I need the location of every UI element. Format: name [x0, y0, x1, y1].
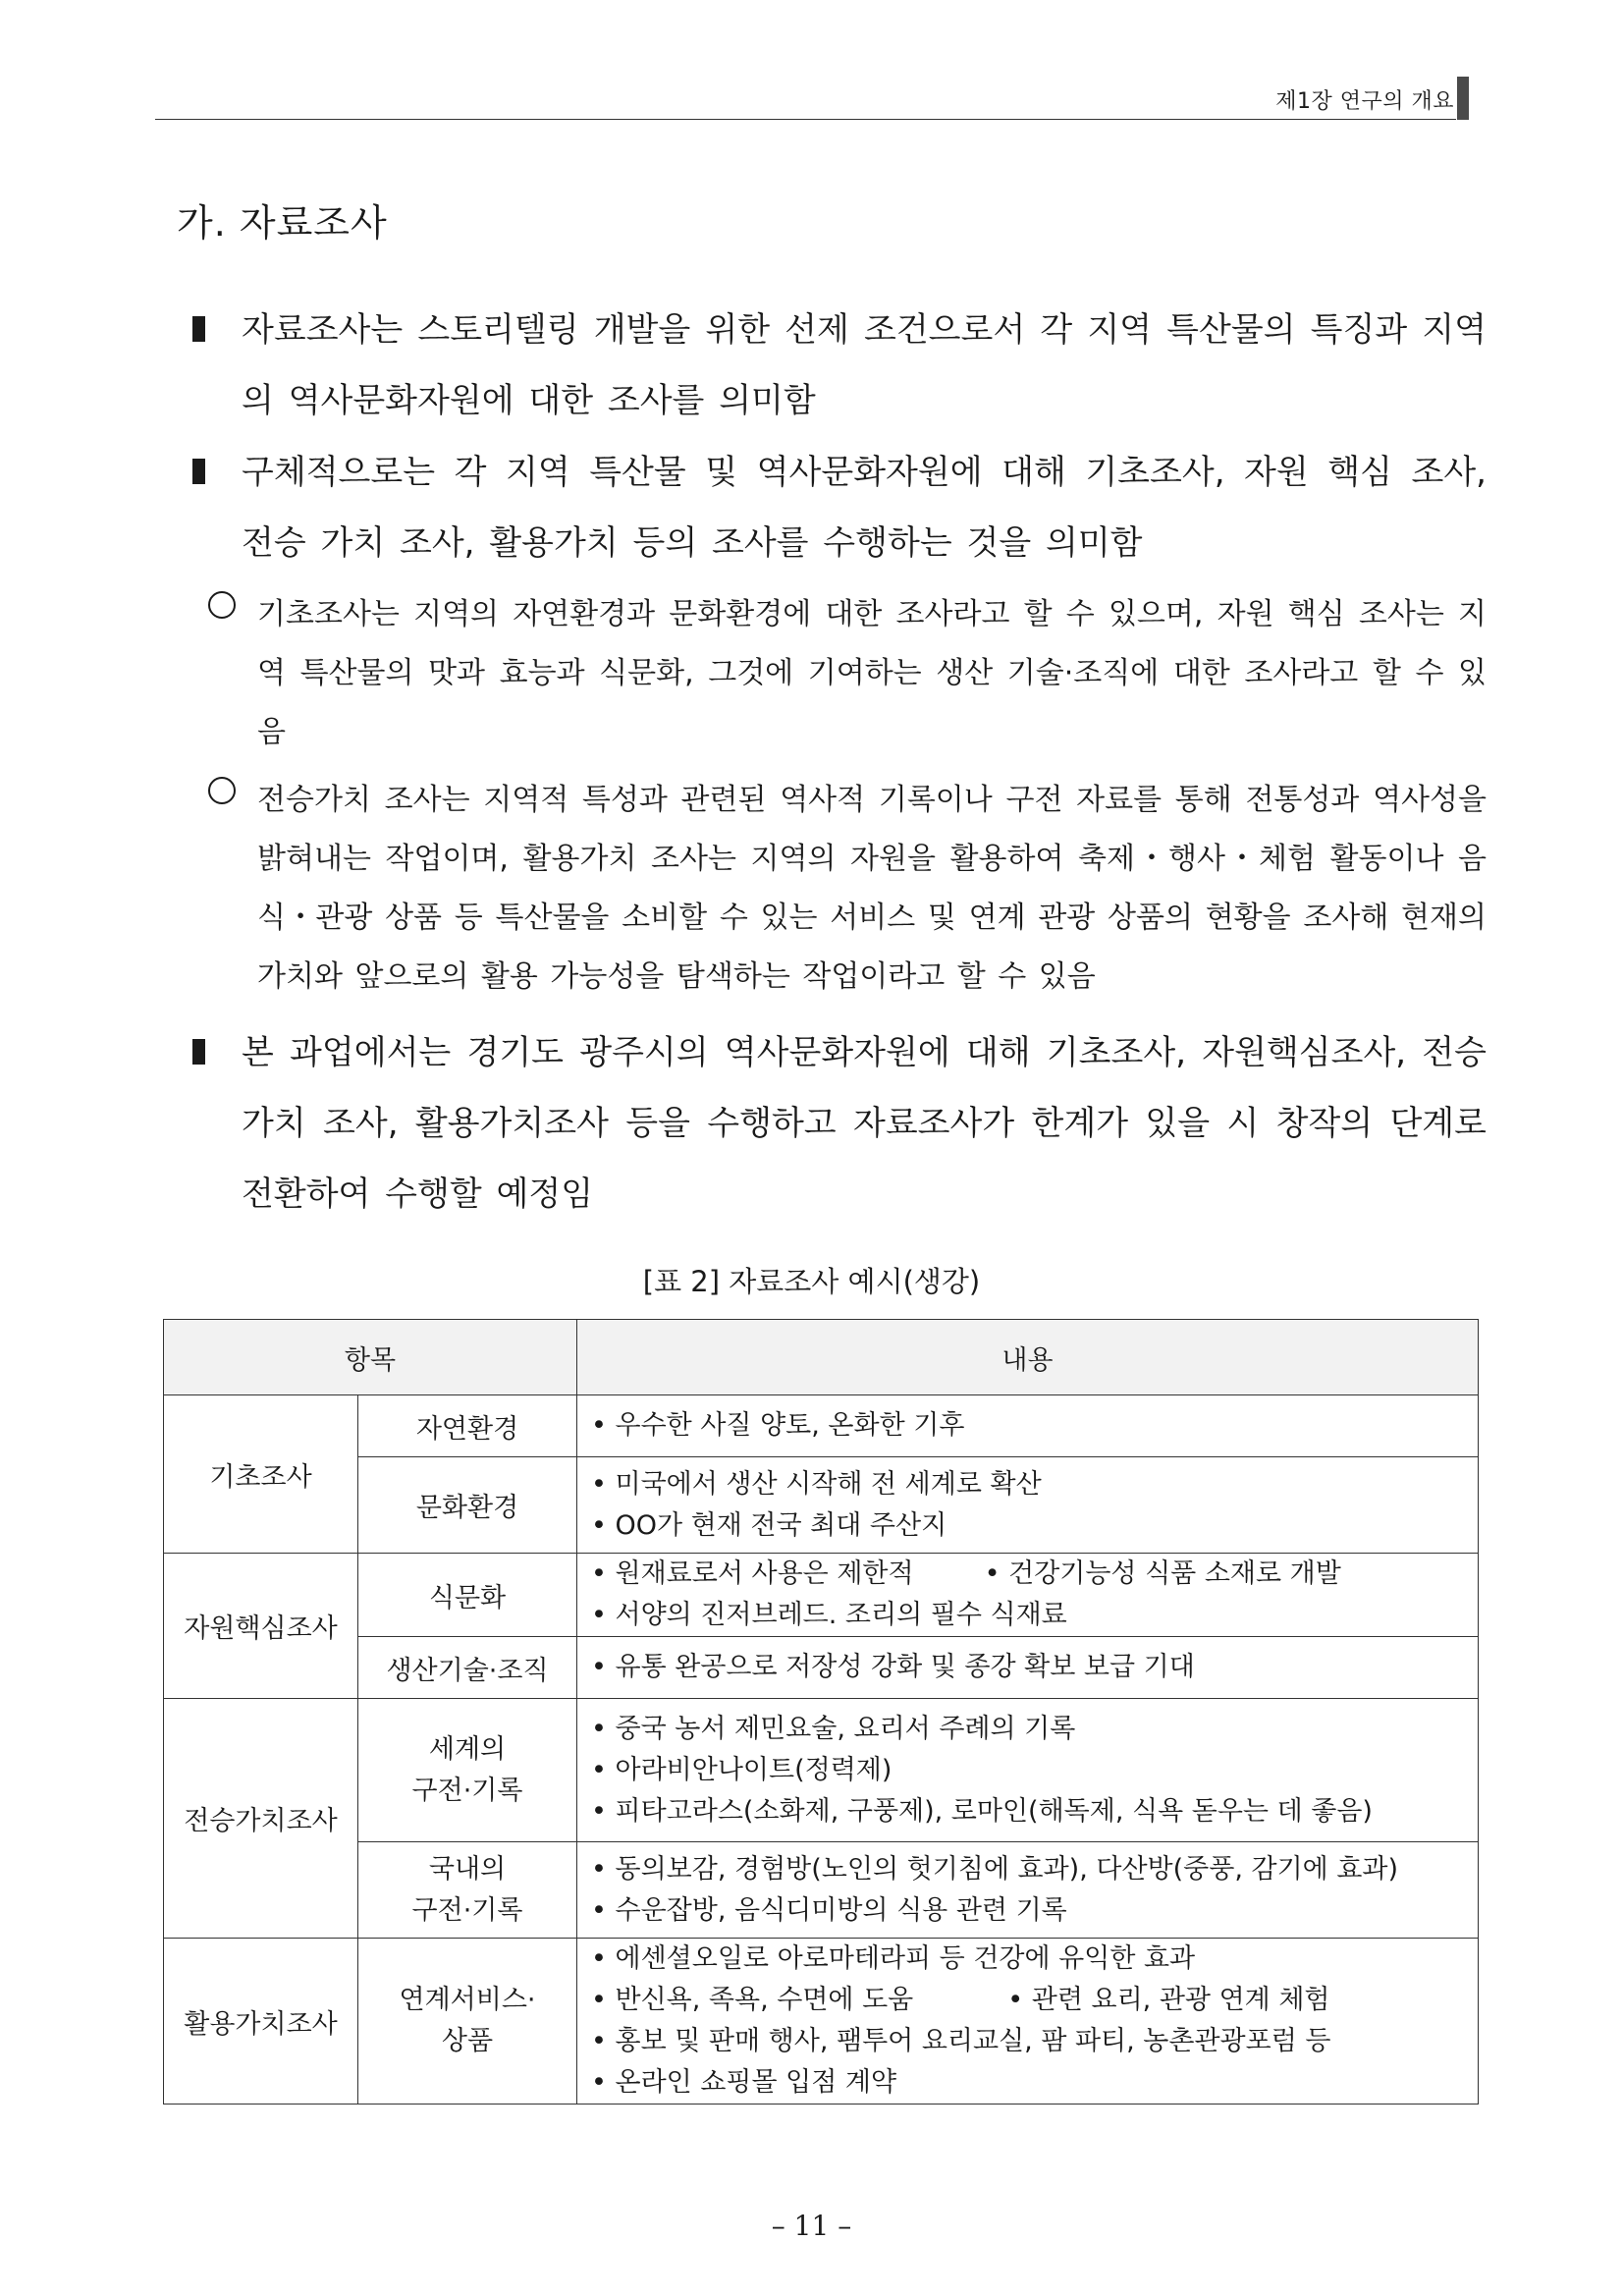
subcategory-label-line: 구전·기록	[411, 1775, 523, 1806]
bullet-item-3	[192, 1017, 1487, 1230]
table-header-row	[164, 1320, 1479, 1395]
content-line: • OO가 현재 전국 최대 주산지	[591, 1509, 947, 1541]
subcategory-cell: 식문화	[358, 1554, 577, 1637]
sub-bullet-item-2	[208, 771, 1487, 1007]
category-cell: 기초조사	[164, 1395, 358, 1554]
content-line: • 동의보감, 경험방(노인의 헛기침에 효과), 다산방(중풍, 감기에 효과)	[591, 1853, 1399, 1885]
bullet-item-2	[192, 437, 1487, 578]
square-bullet-icon	[192, 459, 205, 484]
table-row	[164, 1457, 1479, 1554]
header-bar	[1457, 77, 1469, 120]
subcategory-label-line: 세계의	[428, 1733, 507, 1765]
content-cell	[577, 1554, 1479, 1637]
section-title: 가. 자료조사	[177, 201, 388, 245]
category-cell: 전승가치조사	[164, 1699, 358, 1939]
subcategory-label-line: 상품	[441, 2026, 494, 2056]
table-row	[164, 1939, 1479, 2105]
content-line: • 에센셜오일로 아로마테라피 등 건강에 유익한 효과	[591, 1943, 1196, 1974]
table-row	[164, 1395, 1479, 1457]
square-bullet-icon	[192, 1039, 205, 1065]
category-cell: 자원핵심조사	[164, 1554, 358, 1699]
sub-bullet-text: 전승가치 조사는 지역적 특성과 관련된 역사적 기록이나 구전 자료를 통해 전통성과 역사성을 밝혀내는 작업이며, 활용가치 조사는 지역의 자원을 활용하여 축제・행사・체험 활동이나 음식・관광 상품 등 특산물을 소비할 수 있는 서비스 및 연계 관광 상품의 현황을 조사해 현재의 가치와 앞으로의 활용 가능성을 탐색하는 작업이라고 할 수 있음	[257, 783, 1487, 994]
bullet-item-1	[192, 295, 1487, 436]
chapter-header: 제1장 연구의 개요	[1275, 89, 1454, 114]
subcategory-cell	[358, 1699, 577, 1842]
content-line: • 유통 완공으로 저장성 강화 및 종강 확보 보급 기대	[591, 1652, 1195, 1682]
table-row	[164, 1699, 1479, 1842]
sub-bullet-text: 기초조사는 지역의 자연환경과 문화환경에 대한 조사라고 할 수 있으며, 자원 핵심 조사는 지역 특산물의 맛과 효능과 식문화, 그것에 기여하는 생산 기술·조직에 대한 조사라고 할 수 있음	[257, 597, 1487, 749]
table-row	[164, 1842, 1479, 1939]
subcategory-cell: 생산기술·조직	[358, 1637, 577, 1699]
header-item: 항목	[164, 1320, 577, 1395]
content-line: • 서양의 진저브레드. 조리의 필수 식재료	[591, 1600, 1067, 1630]
subcategory-cell	[358, 1842, 577, 1939]
content-line: • 홍보 및 판매 행사, 팸투어 요리교실, 팜 파티, 농촌관광포럼 등	[591, 2026, 1331, 2056]
subcategory-label-line: 구전·기록	[411, 1894, 523, 1926]
table-row	[164, 1637, 1479, 1699]
content-line	[591, 1980, 1478, 2021]
subcategory-cell	[358, 1939, 577, 2105]
content-line: • 아라비안나이트(정력제)	[591, 1754, 893, 1785]
content-line: • 온라인 쇼핑몰 입점 계약	[591, 2067, 897, 2098]
content-line	[591, 1554, 1478, 1595]
subcategory-cell: 문화환경	[358, 1457, 577, 1554]
page-number: – 11 –	[771, 2210, 852, 2242]
content-cell	[577, 1842, 1479, 1939]
content-segment: • 반신욕, 족욕, 수면에 도움	[591, 1985, 914, 2015]
sub-bullet-item-1	[208, 585, 1487, 762]
content-segment: • 건강기능성 식품 소재로 개발	[984, 1558, 1341, 1589]
data-table	[163, 1319, 1479, 2105]
circle-bullet-icon	[208, 777, 236, 804]
content-segment: • 원재료로서 사용은 제한적	[591, 1558, 914, 1589]
content-line: • 수운잡방, 음식디미방의 식용 관련 기록	[591, 1894, 1067, 1926]
content-line: • 우수한 사질 양토, 온화한 기후	[591, 1410, 965, 1441]
header-divider	[155, 119, 1456, 120]
content-cell	[577, 1637, 1479, 1699]
content-cell	[577, 1939, 1479, 2105]
table-row	[164, 1554, 1479, 1637]
header-content: 내용	[577, 1320, 1479, 1395]
content-cell	[577, 1457, 1479, 1554]
subcategory-cell: 자연환경	[358, 1395, 577, 1457]
content-line: • 피타고라스(소화제, 구풍제), 로마인(해독제, 식욕 돋우는 데 좋음)	[591, 1795, 1373, 1827]
bullet-text: 구체적으로는 각 지역 특산물 및 역사문화자원에 대해 기초조사, 자원 핵심 조사, 전승 가치 조사, 활용가치 등의 조사를 수행하는 것을 의미함	[242, 453, 1487, 563]
square-bullet-icon	[192, 316, 205, 342]
bullet-text: 자료조사는 스토리텔링 개발을 위한 선제 조건으로서 각 지역 특산물의 특징과 지역의 역사문화자원에 대한 조사를 의미함	[242, 310, 1487, 420]
subcategory-label-line: 국내의	[428, 1853, 507, 1885]
subcategory-label-line: 연계서비스·	[399, 1985, 536, 2015]
bullet-text: 본 과업에서는 경기도 광주시의 역사문화자원에 대해 기초조사, 자원핵심조사, 전승가치 조사, 활용가치조사 등을 수행하고 자료조사가 한계가 있을 시 창작의 단계로 전환하여 수행할 예정임	[242, 1033, 1487, 1214]
content-line: • 중국 농서 제민요술, 요리서 주례의 기록	[591, 1713, 1076, 1744]
content-cell	[577, 1395, 1479, 1457]
content-line: • 미국에서 생산 시작해 전 세계로 확산	[591, 1468, 1042, 1500]
content-cell	[577, 1699, 1479, 1842]
circle-bullet-icon	[208, 591, 236, 619]
content-segment: • 관련 요리, 관광 연계 체험	[1007, 1985, 1330, 2015]
category-cell: 활용가치조사	[164, 1939, 358, 2105]
table-caption: [표 2] 자료조사 예시(생강)	[642, 1265, 981, 1298]
